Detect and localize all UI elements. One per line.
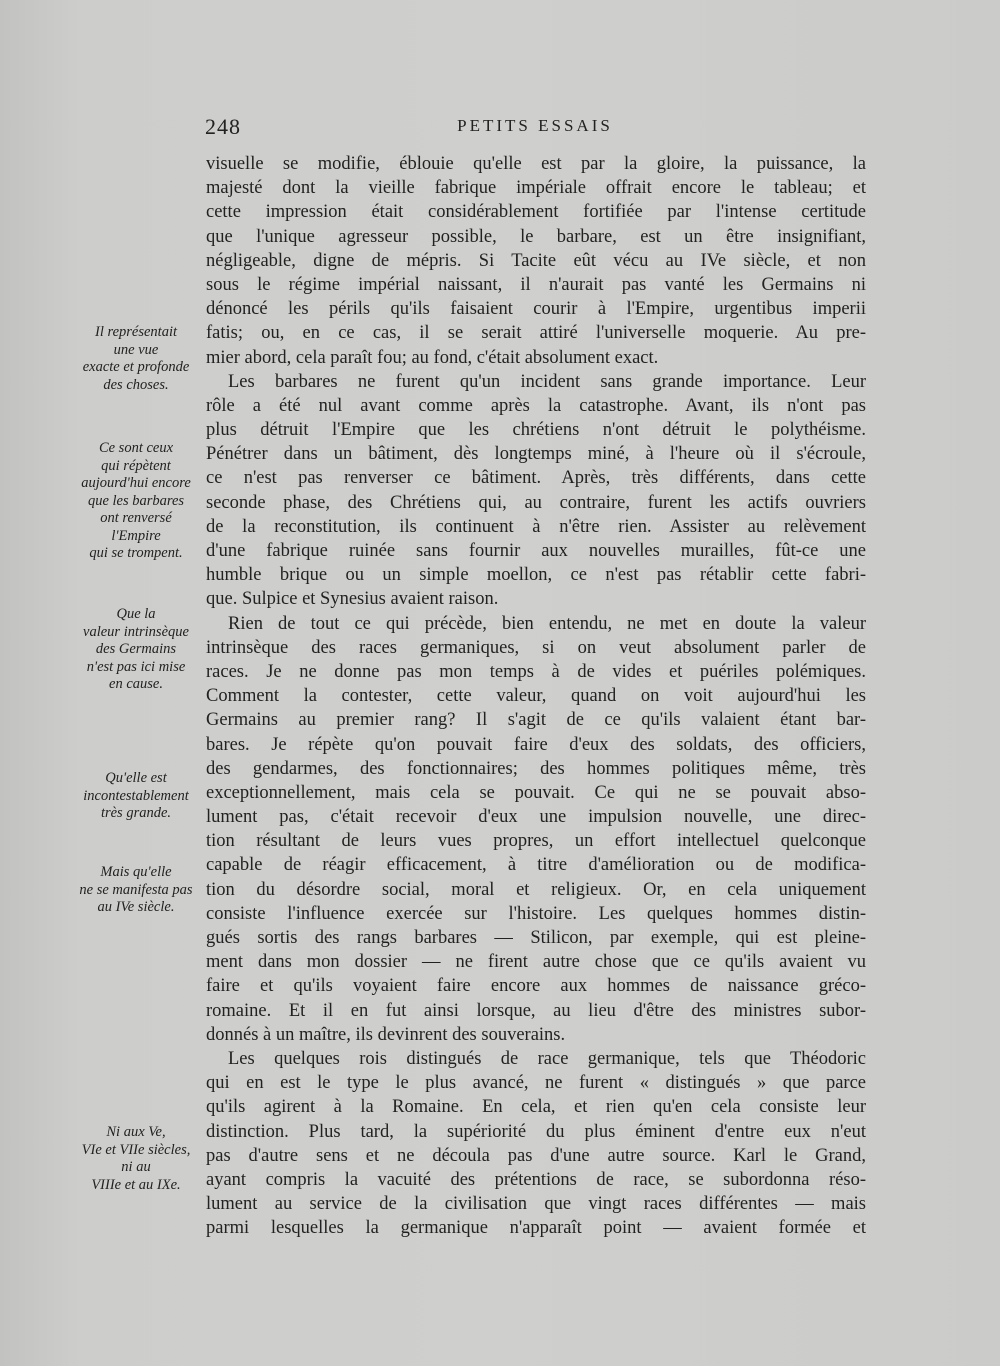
margin-note-line: exacte et profonde [82,359,190,375]
margin-note-line: qui se trompent. [89,545,183,561]
text-line: d'une fabrique ruinée sans fournir aux nouvelles murailles, fût-ce une [206,541,866,561]
margin-note-line: que les barbares [87,492,185,509]
body-text [206,152,866,1240]
margin-note-line: ont renversé [100,510,172,526]
text-line: que. Sulpice et Synesius avaient raison. [206,589,499,610]
text-line: que l'unique agresseur possible, le barbare, est un être insignifiant, [206,226,866,247]
text-line: tion du désordre social, moral et religieux. Or, en cela uniquement [206,879,866,900]
margin-note-line: VIe et VIIe siècles, [81,1141,191,1158]
text-line: tion résultant de leurs vues propres, un effort intellectuel quelconque [206,831,866,852]
text-line: mier abord, cela paraît fou; au fond, c'était absolument exact. [206,347,659,368]
text-line: Comment la contester, cette valeur, quand on voit aujourd'hui les [206,686,866,707]
margin-note-line: VIIIe et au IXe. [91,1176,181,1193]
margin-note [62,864,210,917]
margin-note-line: ni au [121,1159,151,1175]
margin-note [62,324,210,394]
page-number: 248 [205,114,241,139]
text-line: consiste l'influence exercée sur l'histoire. Les quelques hommes distin- [206,903,866,924]
text-line: cette impression était considérablement fortifiée par l'intense certitude [206,202,866,223]
page-header [205,114,865,144]
margin-note-line: très grande. [100,805,172,821]
text-line: exceptionnellement, mais cela se pouvait. Ce qui ne se pouvait abso- [206,782,866,803]
text-line: négligeable, digne de mépris. Si Tacite eût vécu au IVe siècle, et non [206,250,866,271]
text-line: Les barbares ne furent qu'un incident sans grande importance. Leur [228,371,866,392]
text-line: dénoncé les périls qu'ils faisaient courir à l'Empire, urgentibus imperii [206,299,866,320]
margin-note [62,770,210,823]
margin-note [62,606,210,694]
text-line: ment dans mon dossier — ne firent autre chose que ce qu'ils avaient vu [206,952,866,973]
text-line: intrinsèque des races germaniques, si on veut absolument parler de [206,637,866,658]
margin-note-line: une vue [113,341,159,358]
margin-note-line: des Germains [95,641,177,657]
text-line: Les quelques rois distingués de race germanique, tels que Théodoric [228,1048,866,1069]
text-line: qu'ils agirent à la Romaine. En cela, et rien qu'en cela consiste leur [206,1097,866,1118]
margin-note-line: n'est pas ici mise [86,658,186,675]
margin-note-line: Mais qu'elle [100,864,172,880]
margin-note-line: Il représentait [94,324,177,340]
text-line: donnés à un maître, ils devinrent des souverains. [206,1024,566,1045]
margin-note-line: qui répètent [101,457,171,474]
text-line: races. Je ne donne pas mon temps à de vides et puériles polémiques. [206,661,866,682]
text-line: rôle a été nul avant comme après la catastrophe. Avant, ils n'ont pas [206,395,866,416]
text-line: distinction. Plus tard, la supériorité du plus éminent d'entre eux n'eut [206,1121,866,1142]
margin-note-line: Ni aux Ve, [106,1124,166,1140]
text-line: humble brique ou un simple moellon, ce n'est pas rétablir cette fabri- [206,565,866,586]
text-line: ayant compris la vacuité des prétentions de race, se subordonna réso- [206,1169,866,1190]
text-line: ce n'est pas renverser ce bâtiment. Après, très différents, dans cette [206,468,866,489]
margin-note-line: incontestablement [83,787,189,804]
text-line: sous le régime impérial naissant, il n'aurait pas vanté les Germains ni [206,274,866,295]
running-title: PETITS ESSAIS [457,116,613,135]
margin-note-line: Que la [116,606,156,622]
text-line: des gendarmes, des fonctionnaires; des hommes politiques même, très [206,758,866,779]
margin-note-line: Qu'elle est [105,770,167,786]
text-line: romaine. Et il en fut ainsi lorsque, au lieu d'être des ministres subor- [206,1000,866,1021]
margin-note-line: au IVe siècle. [97,899,175,915]
text-line: capable de réagir efficacement, à titre d'amélioration ou de modifica- [206,855,866,876]
margin-note-line: valeur intrinsèque [83,623,189,640]
text-line: faire et qu'ils voyaient faire encore aux hommes de naissance gréco- [206,976,866,997]
margin-note-line: des choses. [103,376,169,393]
margin-note-line: l'Empire [111,527,161,544]
text-line: parmi lesquelles la germanique n'apparaît point — avaient formée et [206,1218,866,1239]
margin-note-line: ne se manifesta pas [79,881,193,898]
text-line: lument au service de la civilisation que vingt races différentes — mais [206,1194,866,1215]
text-line: visuelle se modifie, éblouie qu'elle est par la gloire, la puissance, la [206,154,866,174]
text-line: majesté dont la vieille fabrique impériale offrait encore le tableau; et [206,178,866,199]
margin-note-line: Ce sont ceux [98,440,174,456]
text-line: qui en est le type le plus avancé, ne furent « distingués » que parce [206,1073,866,1094]
text-line: Rien de tout ce qui précède, bien entendu, ne met en doute la valeur [228,613,866,634]
margin-note-line: en cause. [109,676,163,692]
text-line: lument pas, c'était recevoir d'eux une impulsion nouvelle, une direc- [206,807,866,828]
text-line: gués sortis des rangs barbares — Stilicon, par exemple, qui est pleine- [206,928,866,948]
margin-note [62,440,210,563]
text-line: Pénétrer dans un bâtiment, dès longtemps miné, à l'heure où il s'écroule, [206,444,866,465]
text-line: plus détruit l'Empire que les chrétiens n'ont détruit le polythéisme. [206,420,866,441]
margin-note [62,1124,210,1194]
text-line: de la reconstitution, ils continuent à n'être rien. Assister au relèvement [206,516,866,537]
text-line: seconde phase, des Chrétiens qui, au contraire, furent les actifs ouvriers [206,492,866,513]
margin-note-line: aujourd'hui encore [81,475,191,491]
text-line: fatis; ou, en ce cas, il se serait attiré l'universelle moquerie. Au pre- [206,323,866,344]
text-line: pas d'autre sens et ne découla pas d'une autre source. Karl le Grand, [206,1145,866,1166]
text-line: bares. Je répète qu'on pouvait faire d'eux des soldats, des officiers, [206,734,866,755]
text-line: Germains au premier rang? Il s'agit de ce qu'ils valaient étant bar- [206,710,866,731]
